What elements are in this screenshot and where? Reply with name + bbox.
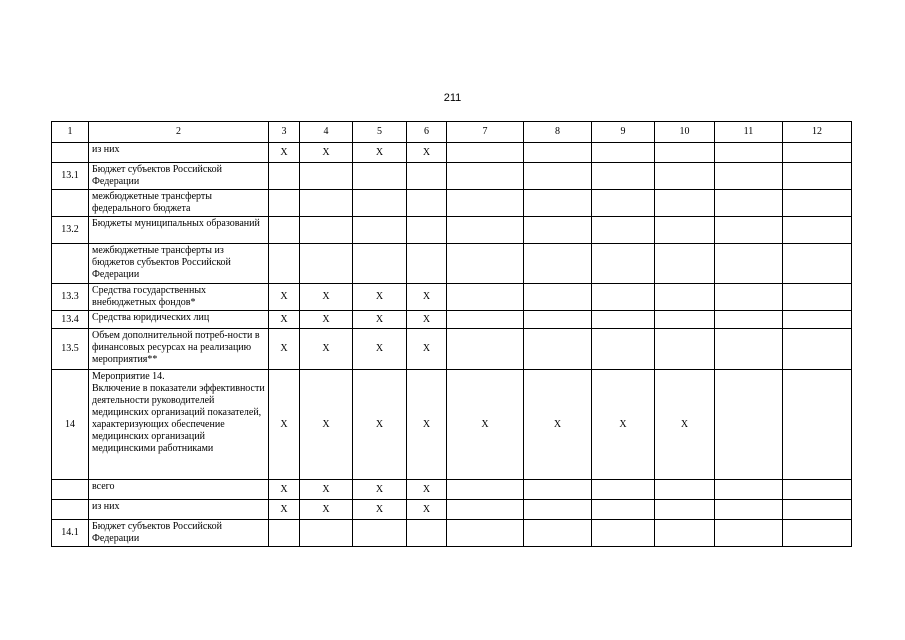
table-cell <box>715 329 783 370</box>
table-cell: Х <box>269 370 300 480</box>
table-cell <box>655 480 715 500</box>
table-cell <box>447 480 524 500</box>
table-cell <box>655 284 715 311</box>
table-cell <box>407 217 447 244</box>
table-cell <box>300 520 353 547</box>
table-cell <box>353 520 407 547</box>
table-row <box>52 190 852 217</box>
header-row <box>52 122 852 143</box>
table-cell: Х <box>269 500 300 520</box>
table-cell <box>715 284 783 311</box>
row-number: 13.3 <box>52 284 89 311</box>
table-cell <box>783 190 852 217</box>
table-cell <box>592 500 655 520</box>
header-cell: 5 <box>353 122 407 143</box>
row-description: межбюджетные трансферты из бюджетов субъектов Российской Федерации <box>89 244 269 284</box>
table-cell <box>783 329 852 370</box>
table-cell <box>715 480 783 500</box>
table-cell: Х <box>353 500 407 520</box>
row-number: 14.1 <box>52 520 89 547</box>
header-cell: 2 <box>89 122 269 143</box>
table-cell <box>524 329 592 370</box>
table-cell <box>715 190 783 217</box>
table-cell <box>407 244 447 284</box>
table-cell: Х <box>269 284 300 311</box>
row-number: 13.5 <box>52 329 89 370</box>
row-number <box>52 500 89 520</box>
row-description: Бюджет субъектов Российской Федерации <box>89 520 269 547</box>
table-cell <box>524 480 592 500</box>
table-row <box>52 329 852 370</box>
table-cell <box>715 370 783 480</box>
table-cell <box>783 217 852 244</box>
table-cell: Х <box>353 370 407 480</box>
table-cell <box>715 311 783 329</box>
table-cell <box>783 284 852 311</box>
table-cell <box>269 520 300 547</box>
table-body <box>52 122 852 547</box>
page-number: 211 <box>443 92 462 104</box>
table-row <box>52 500 852 520</box>
table-cell <box>655 520 715 547</box>
table-cell: Х <box>407 500 447 520</box>
row-number <box>52 190 89 217</box>
table-row <box>52 284 852 311</box>
table-cell <box>715 500 783 520</box>
table-row <box>52 480 852 500</box>
table-cell: Х <box>300 143 353 163</box>
table-cell <box>300 190 353 217</box>
row-description: межбюджетные трансферты федерального бюджета <box>89 190 269 217</box>
table-cell <box>592 244 655 284</box>
table-cell <box>783 520 852 547</box>
table-cell <box>783 311 852 329</box>
table-cell: Х <box>407 329 447 370</box>
table-cell <box>592 217 655 244</box>
table-cell: Х <box>300 284 353 311</box>
table-cell: Х <box>300 500 353 520</box>
header-cell: 7 <box>447 122 524 143</box>
table-cell <box>407 520 447 547</box>
table-cell <box>269 163 300 190</box>
table-cell <box>655 217 715 244</box>
table-cell <box>715 520 783 547</box>
table-cell <box>592 143 655 163</box>
table-cell <box>524 143 592 163</box>
table-cell: Х <box>353 143 407 163</box>
table-cell <box>407 163 447 190</box>
table-cell <box>592 311 655 329</box>
table-cell <box>655 163 715 190</box>
table-cell <box>592 329 655 370</box>
header-cell: 12 <box>783 122 852 143</box>
table-cell: Х <box>300 329 353 370</box>
table-cell: Х <box>300 311 353 329</box>
row-description: Мероприятие 14. Включение в показатели эффективности деятельности руководителей медицинских организаций показателей, характеризующих обеспечение медицинских организаций медицинскими работниками <box>89 370 269 480</box>
table-cell <box>655 311 715 329</box>
table-cell <box>655 143 715 163</box>
header-cell: 10 <box>655 122 715 143</box>
table-cell <box>783 163 852 190</box>
table-cell: Х <box>269 480 300 500</box>
table-cell: Х <box>592 370 655 480</box>
table-cell <box>524 163 592 190</box>
row-description: всего <box>89 480 269 500</box>
table-cell <box>783 370 852 480</box>
table-cell <box>300 163 353 190</box>
table-cell <box>447 500 524 520</box>
table-cell <box>447 520 524 547</box>
table-cell <box>655 190 715 217</box>
header-cell: 11 <box>715 122 783 143</box>
table-cell <box>715 244 783 284</box>
table-cell <box>715 143 783 163</box>
table-cell: Х <box>300 370 353 480</box>
table-cell <box>300 217 353 244</box>
header-cell: 3 <box>269 122 300 143</box>
table-cell <box>269 217 300 244</box>
table-cell: Х <box>300 480 353 500</box>
table-cell <box>447 284 524 311</box>
row-description: Бюджеты муниципальных образований <box>89 217 269 244</box>
table-cell: Х <box>269 143 300 163</box>
table-cell <box>655 500 715 520</box>
table-cell <box>447 244 524 284</box>
table-cell <box>655 329 715 370</box>
table-cell: Х <box>407 370 447 480</box>
table-cell <box>407 190 447 217</box>
table-cell <box>524 190 592 217</box>
table-cell <box>524 244 592 284</box>
table-cell <box>353 190 407 217</box>
table-cell <box>592 520 655 547</box>
table-cell <box>655 244 715 284</box>
table-row <box>52 520 852 547</box>
table-row <box>52 244 852 284</box>
table-cell: Х <box>407 480 447 500</box>
row-number <box>52 143 89 163</box>
row-number: 13.2 <box>52 217 89 244</box>
table-cell <box>353 244 407 284</box>
header-cell: 8 <box>524 122 592 143</box>
table-cell: Х <box>407 143 447 163</box>
table-cell <box>715 163 783 190</box>
table-cell <box>592 190 655 217</box>
table-cell <box>715 217 783 244</box>
table-cell: Х <box>655 370 715 480</box>
row-number: 13.4 <box>52 311 89 329</box>
table-cell: Х <box>447 370 524 480</box>
row-description: Бюджет субъектов Российской Федерации <box>89 163 269 190</box>
row-description: Средства юридических лиц <box>89 311 269 329</box>
table-cell <box>783 143 852 163</box>
table-cell <box>592 284 655 311</box>
table-cell: Х <box>269 311 300 329</box>
table-row <box>52 217 852 244</box>
table-cell <box>524 311 592 329</box>
budget-table <box>51 121 852 547</box>
row-description: Объем дополнительной потреб-ности в финансовых ресурсах на реализацию мероприятия** <box>89 329 269 370</box>
row-number: 14 <box>52 370 89 480</box>
table-cell <box>592 163 655 190</box>
row-number <box>52 244 89 284</box>
table-cell: Х <box>269 329 300 370</box>
table-cell <box>447 217 524 244</box>
row-description: из них <box>89 500 269 520</box>
table-row <box>52 370 852 480</box>
table-cell: Х <box>353 329 407 370</box>
table-cell: Х <box>407 284 447 311</box>
table-cell: Х <box>407 311 447 329</box>
table-cell <box>353 217 407 244</box>
header-cell: 6 <box>407 122 447 143</box>
row-description: Средства государственных внебюджетных фондов* <box>89 284 269 311</box>
row-description: из них <box>89 143 269 163</box>
table-row <box>52 311 852 329</box>
table-cell <box>353 163 407 190</box>
table-cell <box>269 244 300 284</box>
table-cell <box>524 520 592 547</box>
table-cell: Х <box>353 284 407 311</box>
table-cell <box>524 284 592 311</box>
header-cell: 9 <box>592 122 655 143</box>
table-cell: Х <box>353 480 407 500</box>
table-cell <box>300 244 353 284</box>
table-cell <box>447 163 524 190</box>
header-cell: 1 <box>52 122 89 143</box>
table-cell <box>783 244 852 284</box>
table-row <box>52 143 852 163</box>
table-cell <box>592 480 655 500</box>
table-cell <box>524 500 592 520</box>
table-cell <box>447 143 524 163</box>
table-cell: Х <box>353 311 407 329</box>
row-number <box>52 480 89 500</box>
table-row <box>52 163 852 190</box>
table-cell <box>783 500 852 520</box>
table-cell <box>783 480 852 500</box>
table-cell <box>269 190 300 217</box>
table-cell <box>447 329 524 370</box>
table-cell <box>447 190 524 217</box>
table-cell: Х <box>524 370 592 480</box>
row-number: 13.1 <box>52 163 89 190</box>
header-cell: 4 <box>300 122 353 143</box>
table-cell <box>524 217 592 244</box>
table-cell <box>447 311 524 329</box>
